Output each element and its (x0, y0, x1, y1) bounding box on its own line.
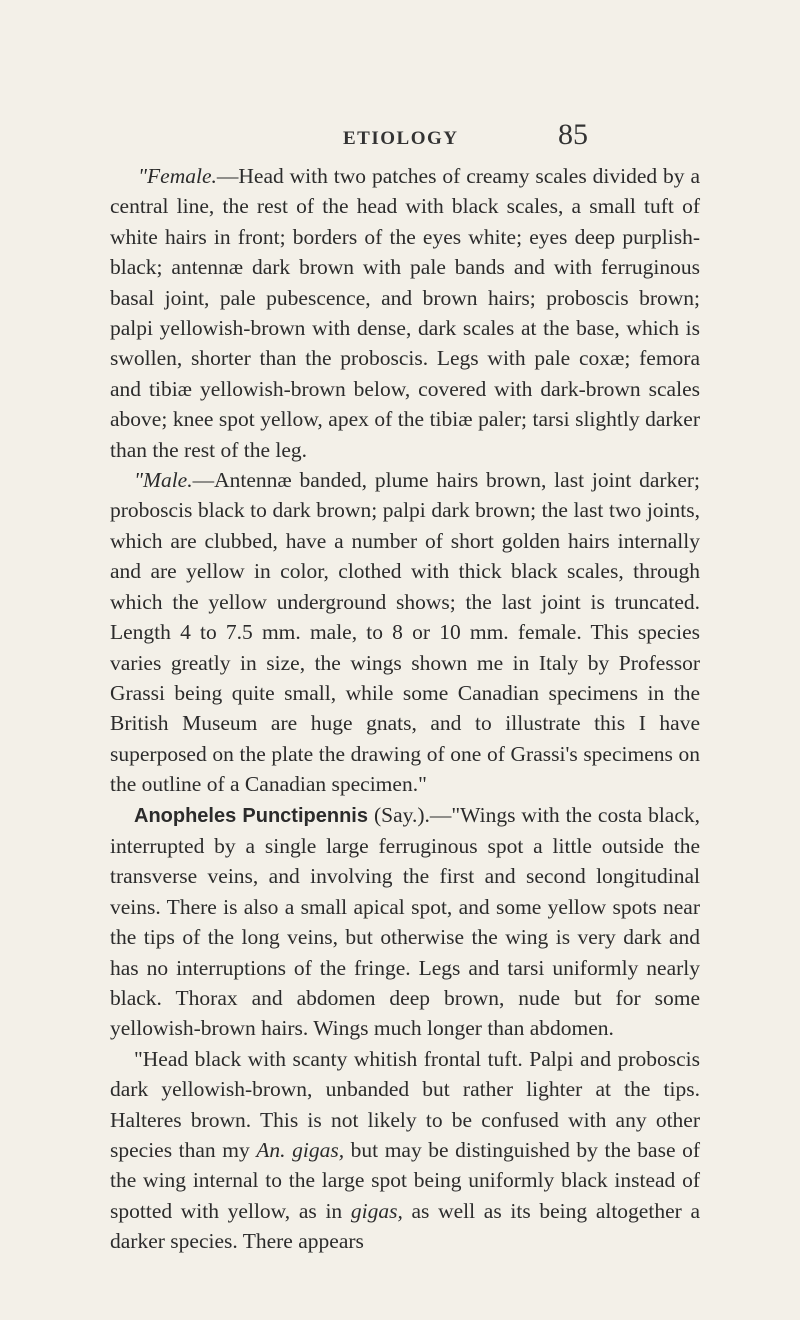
paragraph-punctipennis (110, 800, 700, 1044)
male-description: —Antennæ banded, plume hairs brown, last joint darker; proboscis black to dark brown; palpi dark brown; the last two joints, which are clubbed, have a number of short golden hairs internally and are yellow in color, clothed with thick black scales, through which the yellow underground shows; the last joint is truncated. Length 4 to 7.5 mm. male, to 8 or 10 mm. female. This species varies greatly in size, the wings shown me in Italy by Professor Grassi being quite small, while some Canadian specimens in the British Museum are huge gnats, and to illustrate this I have superposed on the plate the drawing of one of Grassi's specimens on the outline of a Canadian specimen." (110, 468, 700, 797)
body-text (110, 161, 700, 1257)
species-ref-gigas: gigas, (350, 1198, 403, 1223)
head-text-a: "Head black with scanty whitish frontal tuft. Palpi and proboscis dark yellowish-brown, unbanded but rather lighter at the tips. Halteres brown. This is not likely to be confused with any other species than my (110, 1046, 700, 1162)
paragraph-head (110, 1044, 700, 1257)
head-text-c: as well as its being altogether a darker species. There appears (110, 1198, 700, 1254)
paragraph-female (110, 161, 700, 465)
male-heading: "Male. (134, 468, 193, 493)
species-ref-an-gigas: An. gigas, (256, 1138, 345, 1162)
female-description: —Head with two patches of creamy scales divided by a central line, the rest of the head with black scales, a small tuft of white hairs in front; borders of the eyes white; eyes deep purplish-black; antennæ dark brown with pale bands and with ferruginous basal joint, pale pubescence, and brown hairs; proboscis brown; palpi yellowish-brown with dense, dark scales at the base, which is swollen, shorter than the proboscis. Legs with pale coxæ; femora and tibiæ yellowish-brown below, covered with dark-brown scales above; knee spot yellow, apex of the tibiæ paler; tarsi slightly darker than the rest of the leg. (110, 164, 700, 462)
species-name: Anopheles Punctipennis (134, 804, 368, 827)
paragraph-male (110, 465, 700, 799)
punctipennis-description: (Say.).—"Wings with the costa black, interrupted by a single large ferruginous spot a little outside the transverse veins, and involving the first and second longitudinal veins. There is also a small apical spot, and some yellow spots near the tips of the long veins, but otherwise the wing is very dark and has no interruptions of the fringe. Legs and tarsi uniformly nearly black. Thorax and abdomen deep brown, nude but for some yellowish-brown hairs. Wings much longer than abdomen. (110, 802, 701, 1041)
running-head-title: ETIOLOGY (343, 128, 459, 149)
female-heading: "Female. (138, 164, 217, 188)
page-number: 85 (558, 118, 588, 151)
head-text-b: but may be distinguished by the base of the wing internal to the large spot being uniformly black instead of spotted with yellow, as in (110, 1138, 700, 1223)
running-head (0, 104, 800, 156)
